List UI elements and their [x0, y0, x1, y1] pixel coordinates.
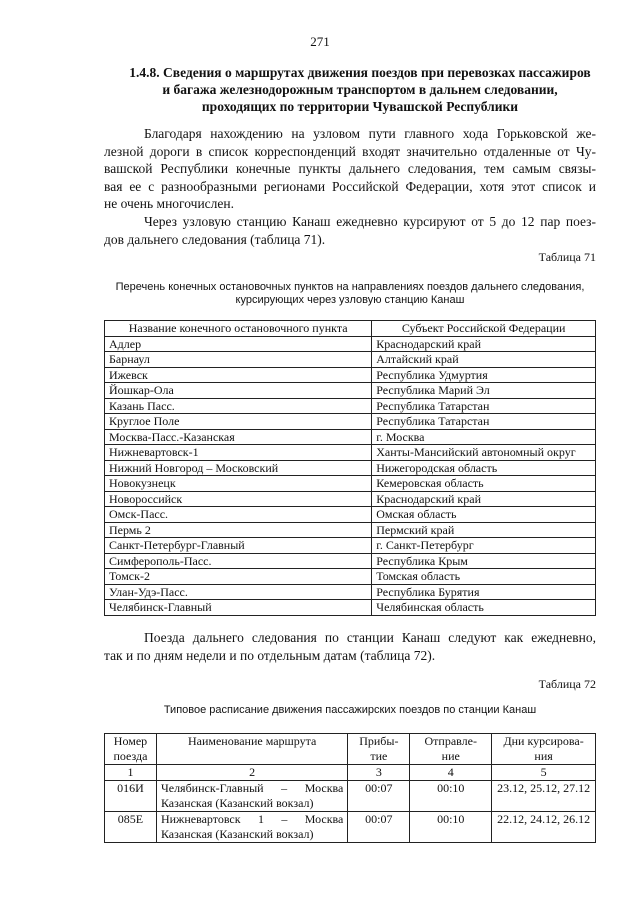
table-row: [105, 538, 596, 554]
station-cell: Нижневартовск-1: [105, 445, 372, 461]
station-cell: Томск-2: [105, 569, 372, 585]
table-row: [105, 367, 596, 383]
station-cell: Санкт-Петербург-Главный: [105, 538, 372, 554]
table-header-row: [105, 321, 596, 337]
header-line: Дни курсирова-: [503, 734, 584, 748]
table-row: [105, 569, 596, 585]
region-cell: Республика Татарстан: [372, 398, 596, 414]
header-line: Номер: [113, 734, 148, 748]
region-cell: Челябинская область: [372, 600, 596, 616]
table-row: [105, 491, 596, 507]
table-row: [105, 812, 596, 843]
region-cell: Республика Удмуртия: [372, 367, 596, 383]
table-72: [104, 733, 596, 843]
column-header: [156, 734, 347, 765]
station-cell: Омск-Пасс.: [105, 507, 372, 523]
train-number-cell: 085Е: [105, 812, 157, 843]
paragraph-line: не очень многочислен.: [104, 196, 234, 212]
column-header: Название конечного остановочного пункта: [105, 321, 372, 337]
table-row: [105, 781, 596, 812]
table-row: [105, 429, 596, 445]
region-cell: Республика Татарстан: [372, 414, 596, 430]
region-cell: Омская область: [372, 507, 596, 523]
route-cell: [156, 812, 347, 843]
header-line: Прибы-: [359, 734, 399, 748]
route-line: Нижневартовск 1 – Москва: [160, 812, 344, 826]
station-cell: Москва-Пасс.-Казанская: [105, 429, 372, 445]
header-line: ния: [534, 749, 553, 763]
station-cell: Новокузнецк: [105, 476, 372, 492]
column-number: 2: [156, 765, 347, 781]
page-number: 271: [310, 34, 330, 49]
paragraph-line: Через узловую станцию Канаш ежедневно курсируют от 5 до 12 пар поез-: [144, 214, 596, 229]
paragraph-line: дов дальнего следования (таблица 71).: [104, 231, 326, 247]
paragraph-line: лезной дороги в список корреспонденций входят значительно отдаленные от Чу-: [104, 143, 596, 159]
station-cell: Адлер: [105, 336, 372, 352]
table-row: [105, 553, 596, 569]
section-title-line: проходящих по территории Чувашской Республики: [201, 99, 519, 114]
station-cell: Барнаул: [105, 352, 372, 368]
table-row: [105, 352, 596, 368]
table-row: [105, 584, 596, 600]
table-row: [105, 460, 596, 476]
column-number: 1: [105, 765, 157, 781]
departure-cell: 00:10: [410, 812, 492, 843]
station-cell: Улан-Удэ-Пасс.: [105, 584, 372, 600]
region-cell: Краснодарский край: [372, 491, 596, 507]
region-cell: Нижегородская область: [372, 460, 596, 476]
region-cell: Томская область: [372, 569, 596, 585]
table-71: [104, 320, 596, 616]
region-cell: г. Санкт-Петербург: [372, 538, 596, 554]
table-row: [105, 445, 596, 461]
schedule-paragraph: [104, 629, 596, 664]
trains-count-paragraph: [104, 213, 596, 248]
table-72-caption: [104, 704, 596, 717]
station-cell: Новороссийск: [105, 491, 372, 507]
table-71-caption: [104, 281, 596, 307]
table-row: [105, 507, 596, 523]
region-cell: Алтайский край: [372, 352, 596, 368]
station-cell: Круглое Поле: [105, 414, 372, 430]
station-cell: Челябинск-Главный: [105, 600, 372, 616]
paragraph-line: Поезда дальнего следования по станции Канаш следуют как ежедневно,: [144, 630, 596, 645]
region-cell: Ханты-Мансийский автономный округ: [372, 445, 596, 461]
paragraph-line: вашской Республики конечные пункты дальнего следования, тем самым связы-: [104, 161, 596, 177]
paragraph-line: Благодаря нахождению на узловом пути главного хода Горьковской же-: [144, 126, 596, 141]
route-line: Казанская (Казанский вокзал): [160, 827, 314, 841]
station-cell: Казань Пасс.: [105, 398, 372, 414]
header-line: Отправле-: [424, 734, 477, 748]
station-cell: Ижевск: [105, 367, 372, 383]
station-cell: Пермь 2: [105, 522, 372, 538]
caption-line: Типовое расписание движения пассажирских поездов по станции Канаш: [163, 704, 537, 716]
region-cell: Республика Бурятия: [372, 584, 596, 600]
route-line: Казанская (Казанский вокзал): [160, 796, 314, 810]
header-line: тие: [370, 749, 388, 763]
column-number: 3: [348, 765, 410, 781]
column-number: 4: [410, 765, 492, 781]
caption-line: Перечень конечных остановочных пунктов на направлениях поездов дальнего следования,: [115, 281, 585, 293]
caption-line: курсирующих через узловую станцию Канаш: [235, 294, 465, 306]
column-header: [492, 734, 596, 765]
table-row: [105, 600, 596, 616]
table-71-label: Таблица 71: [538, 250, 596, 264]
region-cell: Республика Крым: [372, 553, 596, 569]
table-row: [105, 398, 596, 414]
station-cell: Йошкар-Ола: [105, 383, 372, 399]
region-cell: Краснодарский край: [372, 336, 596, 352]
section-title-line: 1.4.8. Сведения о маршрутах движения поездов при перевозках пассажиров: [129, 65, 591, 80]
station-cell: Нижний Новгород – Московский: [105, 460, 372, 476]
header-line: Наименование маршрута: [187, 734, 317, 748]
region-cell: г. Москва: [372, 429, 596, 445]
column-header: [105, 734, 157, 765]
section-title: [100, 64, 620, 115]
table-header-row: [105, 734, 596, 765]
table-row: [105, 414, 596, 430]
section-title-line: и багажа железнодорожным транспортом в дальнем следовании,: [162, 82, 558, 97]
table-row: [105, 522, 596, 538]
region-cell: Кемеровская область: [372, 476, 596, 492]
paragraph-line: вая ее с разнообразными регионами Российской Федерации, хотя этот список и: [104, 178, 596, 194]
column-number-row: [105, 765, 596, 781]
days-cell: 23.12, 25.12, 27.12: [492, 781, 596, 812]
column-header: [410, 734, 492, 765]
table-row: [105, 476, 596, 492]
region-cell: Пермский край: [372, 522, 596, 538]
region-cell: Республика Марий Эл: [372, 383, 596, 399]
days-cell: 22.12, 24.12, 26.12: [492, 812, 596, 843]
table-row: [105, 383, 596, 399]
column-header: Субъект Российской Федерации: [372, 321, 596, 337]
route-cell: [156, 781, 347, 812]
header-line: ние: [441, 749, 460, 763]
arrival-cell: 00:07: [348, 781, 410, 812]
arrival-cell: 00:07: [348, 812, 410, 843]
table-72-label: Таблица 72: [538, 677, 596, 691]
column-header: [348, 734, 410, 765]
train-number-cell: 016И: [105, 781, 157, 812]
station-cell: Симферополь-Пасс.: [105, 553, 372, 569]
paragraph-line: так и по дням недели и по отдельным датам (таблица 72).: [104, 647, 436, 663]
intro-paragraph: [104, 125, 596, 213]
column-number: 5: [492, 765, 596, 781]
departure-cell: 00:10: [410, 781, 492, 812]
header-line: поезда: [113, 749, 148, 763]
route-line: Челябинск-Главный – Москва: [160, 781, 344, 795]
table-row: [105, 336, 596, 352]
